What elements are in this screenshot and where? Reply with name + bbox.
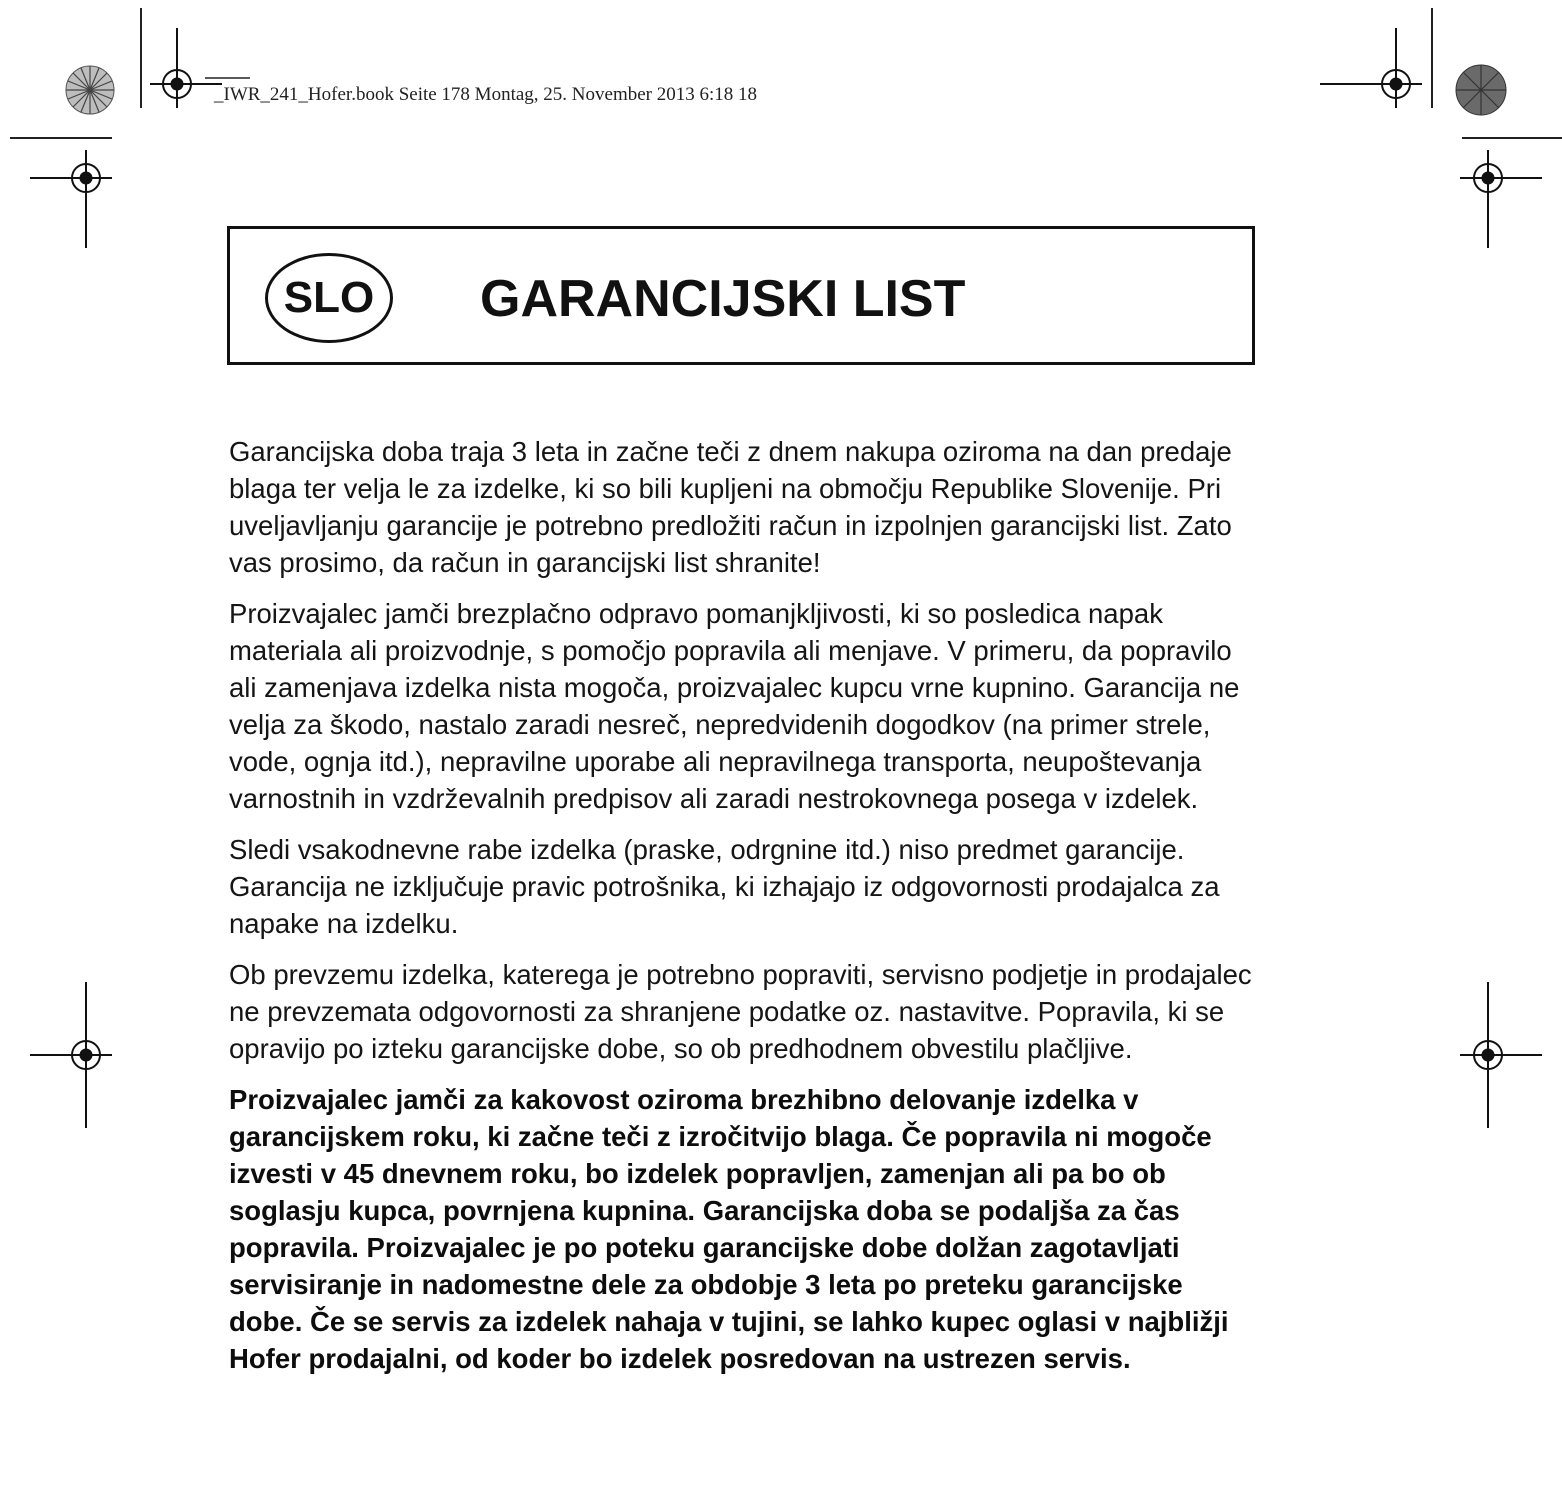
color-wheel-right-icon (1456, 65, 1506, 115)
paragraph-repair-handover: Ob prevzemu izdelka, katerega je potrebno popraviti, servisno podjetje in prodajalec ne prevzemata odgovornosti za shranjene podatke oz. nastavitve. Popravila, ki se opravijo po izteku garancijske dobe, so ob predhodnem obvestilu plačljive. (229, 959, 1252, 1064)
crosshair-top-left-icon (150, 28, 222, 108)
crosshair-upper-left-icon (30, 150, 112, 248)
color-wheel-left-icon (66, 66, 114, 114)
paragraph-daily-use: Sledi vsakodnevne rabe izdelka (praske, odrgnine itd.) niso predmet garancije. Garancija ne izključuje pravic potrošnika, ki izhajajo iz odgovornosti prodajalca za napake na izdelku. (229, 834, 1220, 939)
warranty-text (229, 433, 1261, 1391)
crosshair-upper-right-icon (1460, 150, 1542, 248)
crosshair-middle-right-icon (1460, 982, 1542, 1128)
paragraph-manufacturer-guarantee: Proizvajalec jamči brezplačno odpravo pomanjkljivosti, ki so posledica napak materiala ali proizvodnje, s pomočjo popravila ali menjave. V primeru, da popravilo ali zamenjava izdelka nista mogoča, proizvajalec kupcu vrne kupnino. Garancija ne velja za škodo, nastalo zaradi nesreč, nepredvidenih dogodkov (na primer strele, vode, ognja itd.), nepravilne uporabe ali nepravilnega transporta, neupoštevanja varnostnih in vzdrževalnih predpisov ali zaradi nestrokovnega posega v izdelek. (229, 598, 1240, 814)
language-code: SLO (283, 273, 375, 322)
language-badge (265, 253, 393, 343)
paragraph-quality-guarantee: Proizvajalec jamči za kakovost oziroma brezhibno delovanje izdelka v garancijskem roku, ki začne teči z izročitvijo blaga. Če popravila ni mogoče izvesti v 45 dnevnem roku, bo izdelek popravljen, zamenjan ali pa bo ob soglasju kupca, povrnjena kupnina. Garancijska doba se podaljša za čas popravila. Proizvajalec je po poteku garancijske dobe dolžan zagotavljati servisiranje in nadomestne dele za obdobje 3 leta po preteku garancijske dobe. Če se servis za izdelek nahaja v tujini, se lahko kupec oglasi v najbližji Hofer prodajalni, od koder bo izdelek posredovan na ustrezen servis. (229, 1084, 1229, 1374)
crosshair-top-right-icon (1320, 28, 1422, 108)
paragraph-warranty-period: Garancijska doba traja 3 leta in začne teči z dnem nakupa oziroma na dan predaje blaga ter velja le za izdelke, ki so bili kupljeni na območju Republike Slovenije. Pri uveljavljanju garancije je potrebno predložiti račun in izpolnjen garancijski list. Zato vas prosimo, da račun in garancijski list shranite! (229, 436, 1232, 578)
document-title: GARANCIJSKI LIST (480, 270, 966, 328)
print-slug-header: _IWR_241_Hofer.book Seite 178 Montag, 25. November 2013 6:18 18 (214, 84, 758, 105)
title-box (227, 226, 1255, 365)
crosshair-middle-left-icon (30, 982, 112, 1128)
